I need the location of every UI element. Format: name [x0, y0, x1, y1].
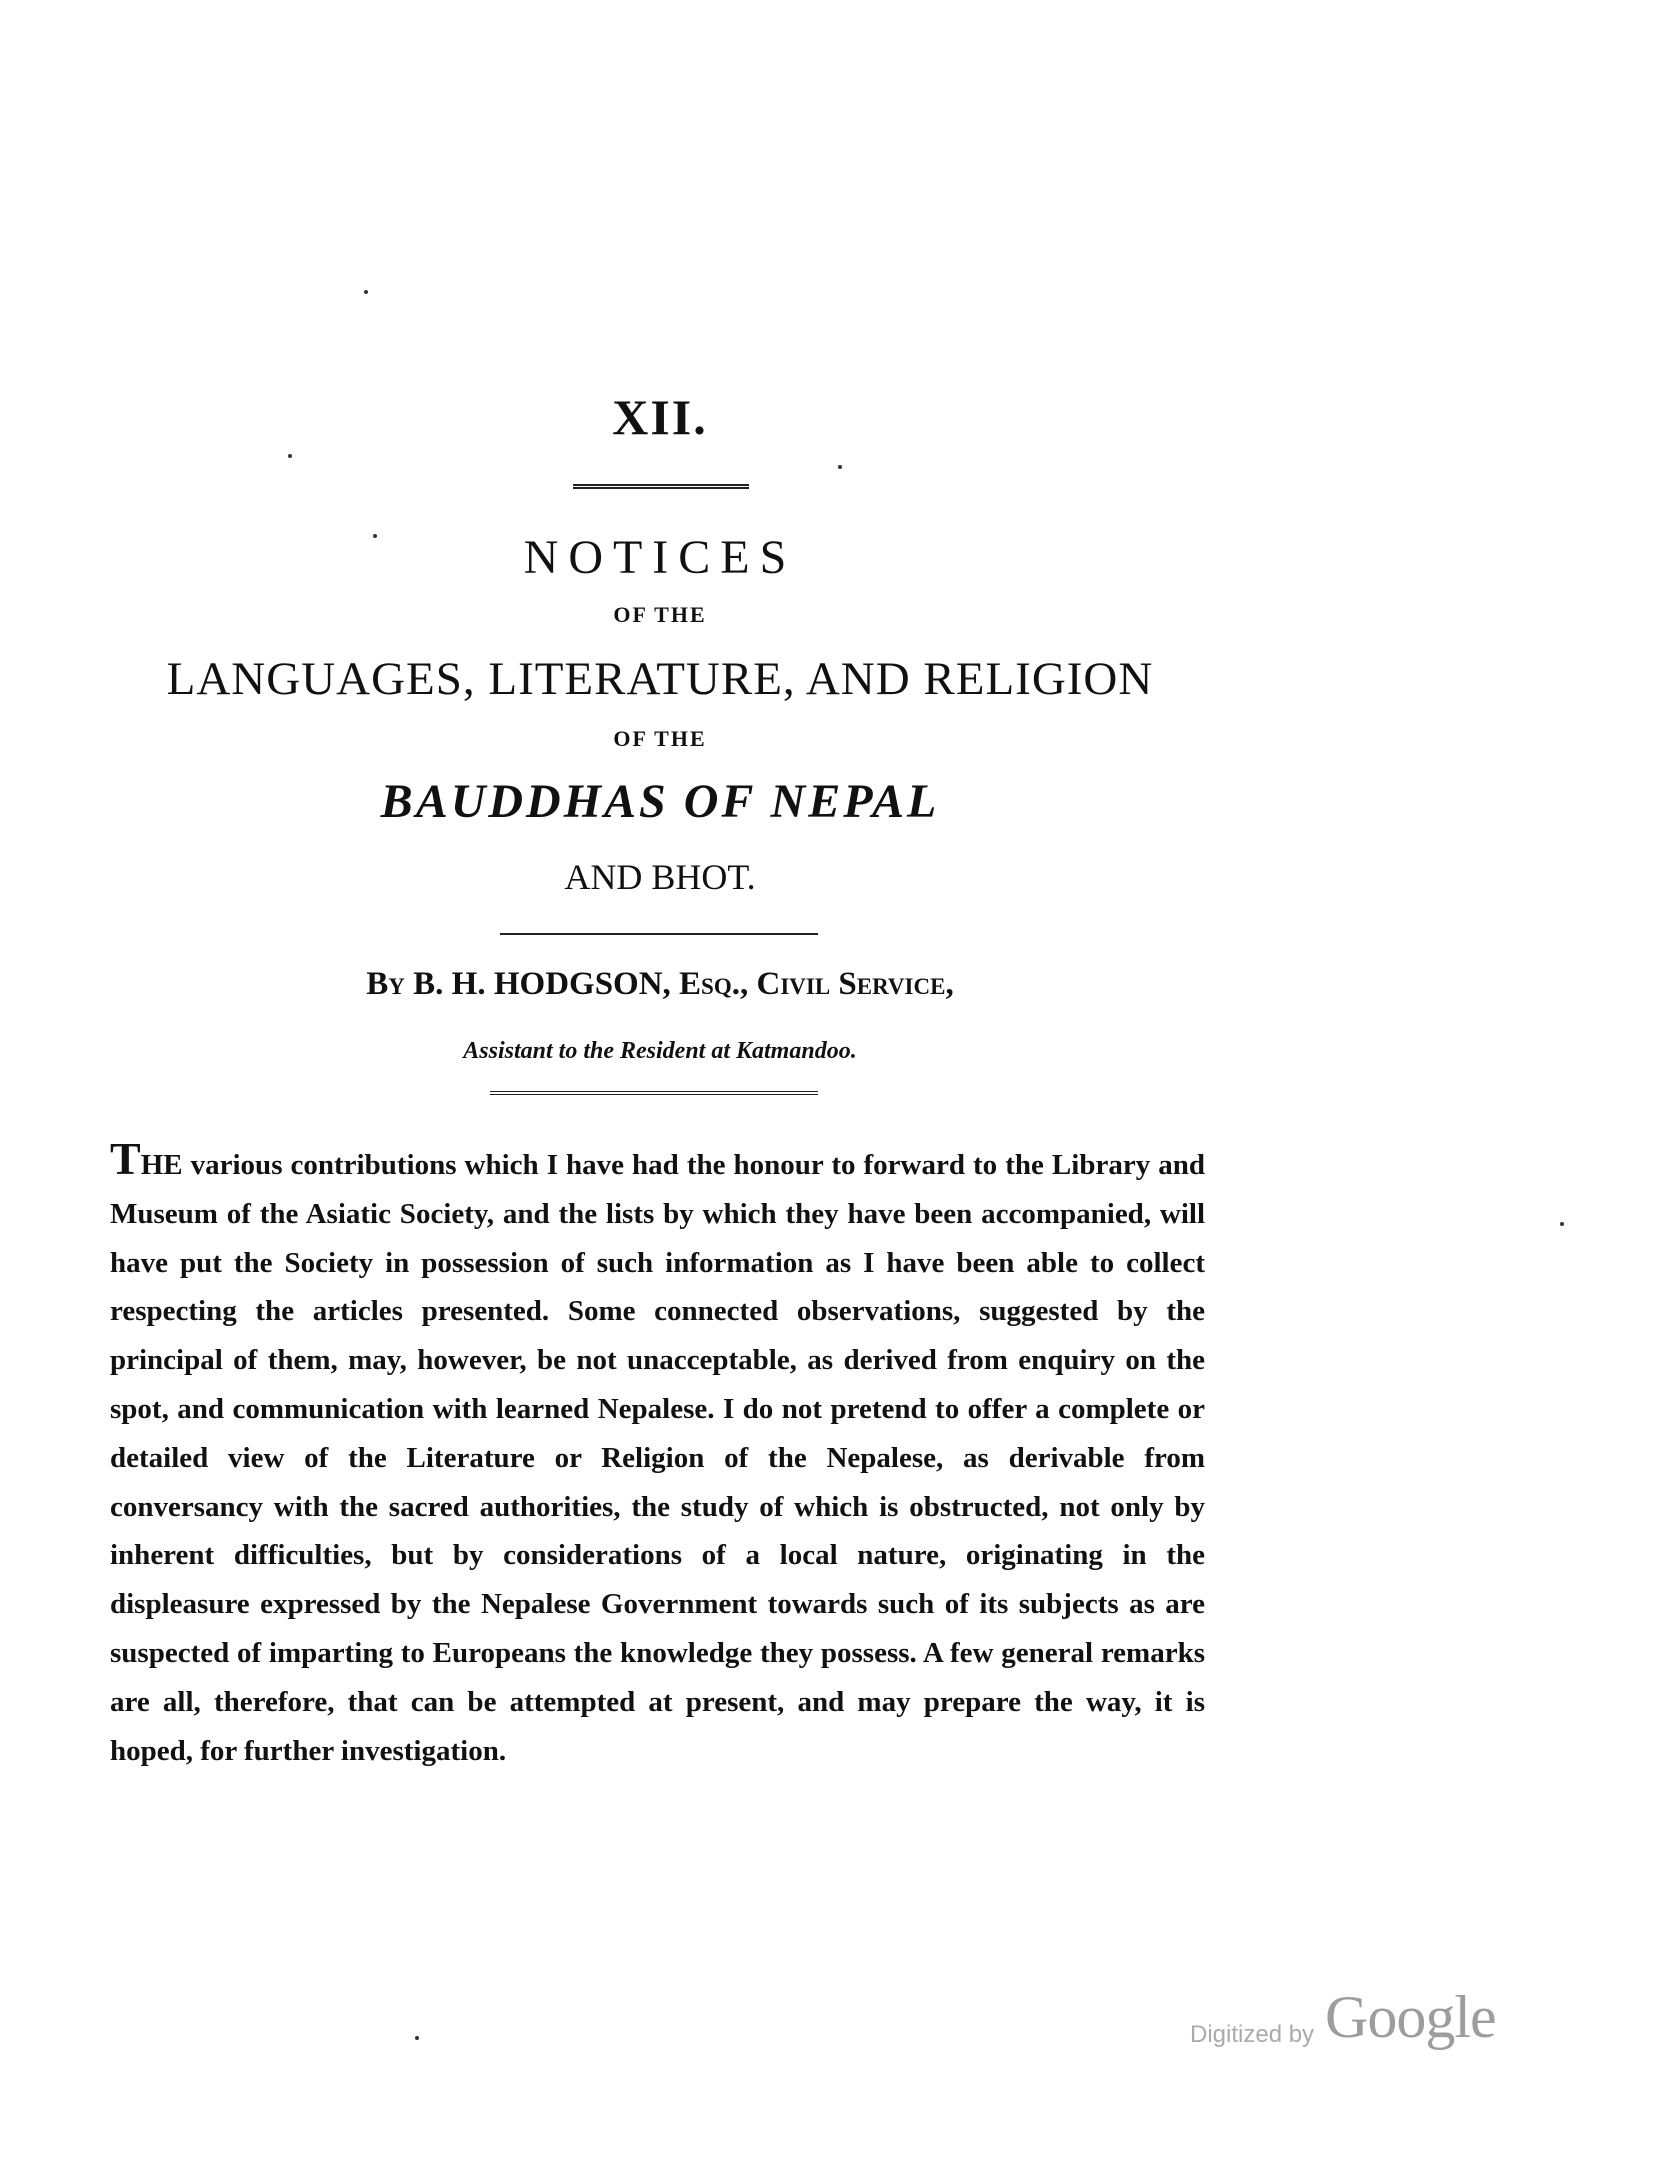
scan-speck — [838, 465, 842, 469]
paragraph-text: various contributions which I have had the honour to forward to the Library and Museum of the Asiatic Society, and the lists by which they have been accompanied, will have put the Society in possession of such information as I have been able to collect respecting the articles presented. Some connected observations, suggested by the principal of them, may, however, be not unacceptable, as derived from enquiry on the spot, and communication with learned Nepalese. I do not pretend to offer a complete or detailed view of the Literature or Religion of the Nepalese, as derivable from conversancy with the sacred authorities, the study of which is obstructed, not only by inherent difficulties, but by considerations of a local nature, originating in the displeasure expressed by the Nepalese Government towards such of its subjects as are suspected of imparting to Europeans the knowledge they possess. A few general remarks are all, therefore, that can be attempted at present, and may prepare the way, it is hoped, for further investigation. — [110, 1149, 1205, 1767]
first-word-rest: HE — [140, 1149, 183, 1181]
scan-speck — [288, 454, 292, 458]
scan-speck — [364, 290, 368, 294]
title-connector-1: OF THE — [613, 602, 707, 627]
divider-rule — [500, 933, 818, 935]
scan-speck — [415, 2036, 419, 2040]
ornamental-rule — [573, 484, 749, 489]
byline-by: By — [366, 966, 405, 1002]
title-subtitle: BAUDDHAS OF NEPAL — [380, 775, 940, 828]
scan-speck — [1560, 1222, 1564, 1226]
title-connector-2: OF THE — [613, 726, 707, 751]
byline-esq: Esq., — [679, 966, 749, 1002]
digitized-watermark — [1190, 1985, 1530, 2055]
author-byline — [0, 966, 1320, 1003]
scan-speck — [373, 534, 377, 538]
author-position: Assistant to the Resident at Katmandoo. — [463, 1038, 857, 1064]
title-suffix: AND BHOT. — [564, 857, 756, 897]
byline-author: B. H. HODGSON, — [413, 966, 671, 1002]
byline-service: Civil Service, — [756, 966, 954, 1002]
title-main: LANGUAGES, LITERATURE, AND RELIGION — [166, 653, 1154, 705]
title-notices: NOTICES — [523, 531, 797, 584]
divider-rule-double — [490, 1091, 818, 1095]
digitized-by-text: Digitized by — [1190, 2021, 1315, 2048]
drop-cap: T — [110, 1133, 141, 1184]
google-logo: Google — [1325, 1984, 1496, 2050]
body-paragraph — [110, 1133, 1205, 1775]
chapter-numeral: XII. — [612, 389, 708, 445]
